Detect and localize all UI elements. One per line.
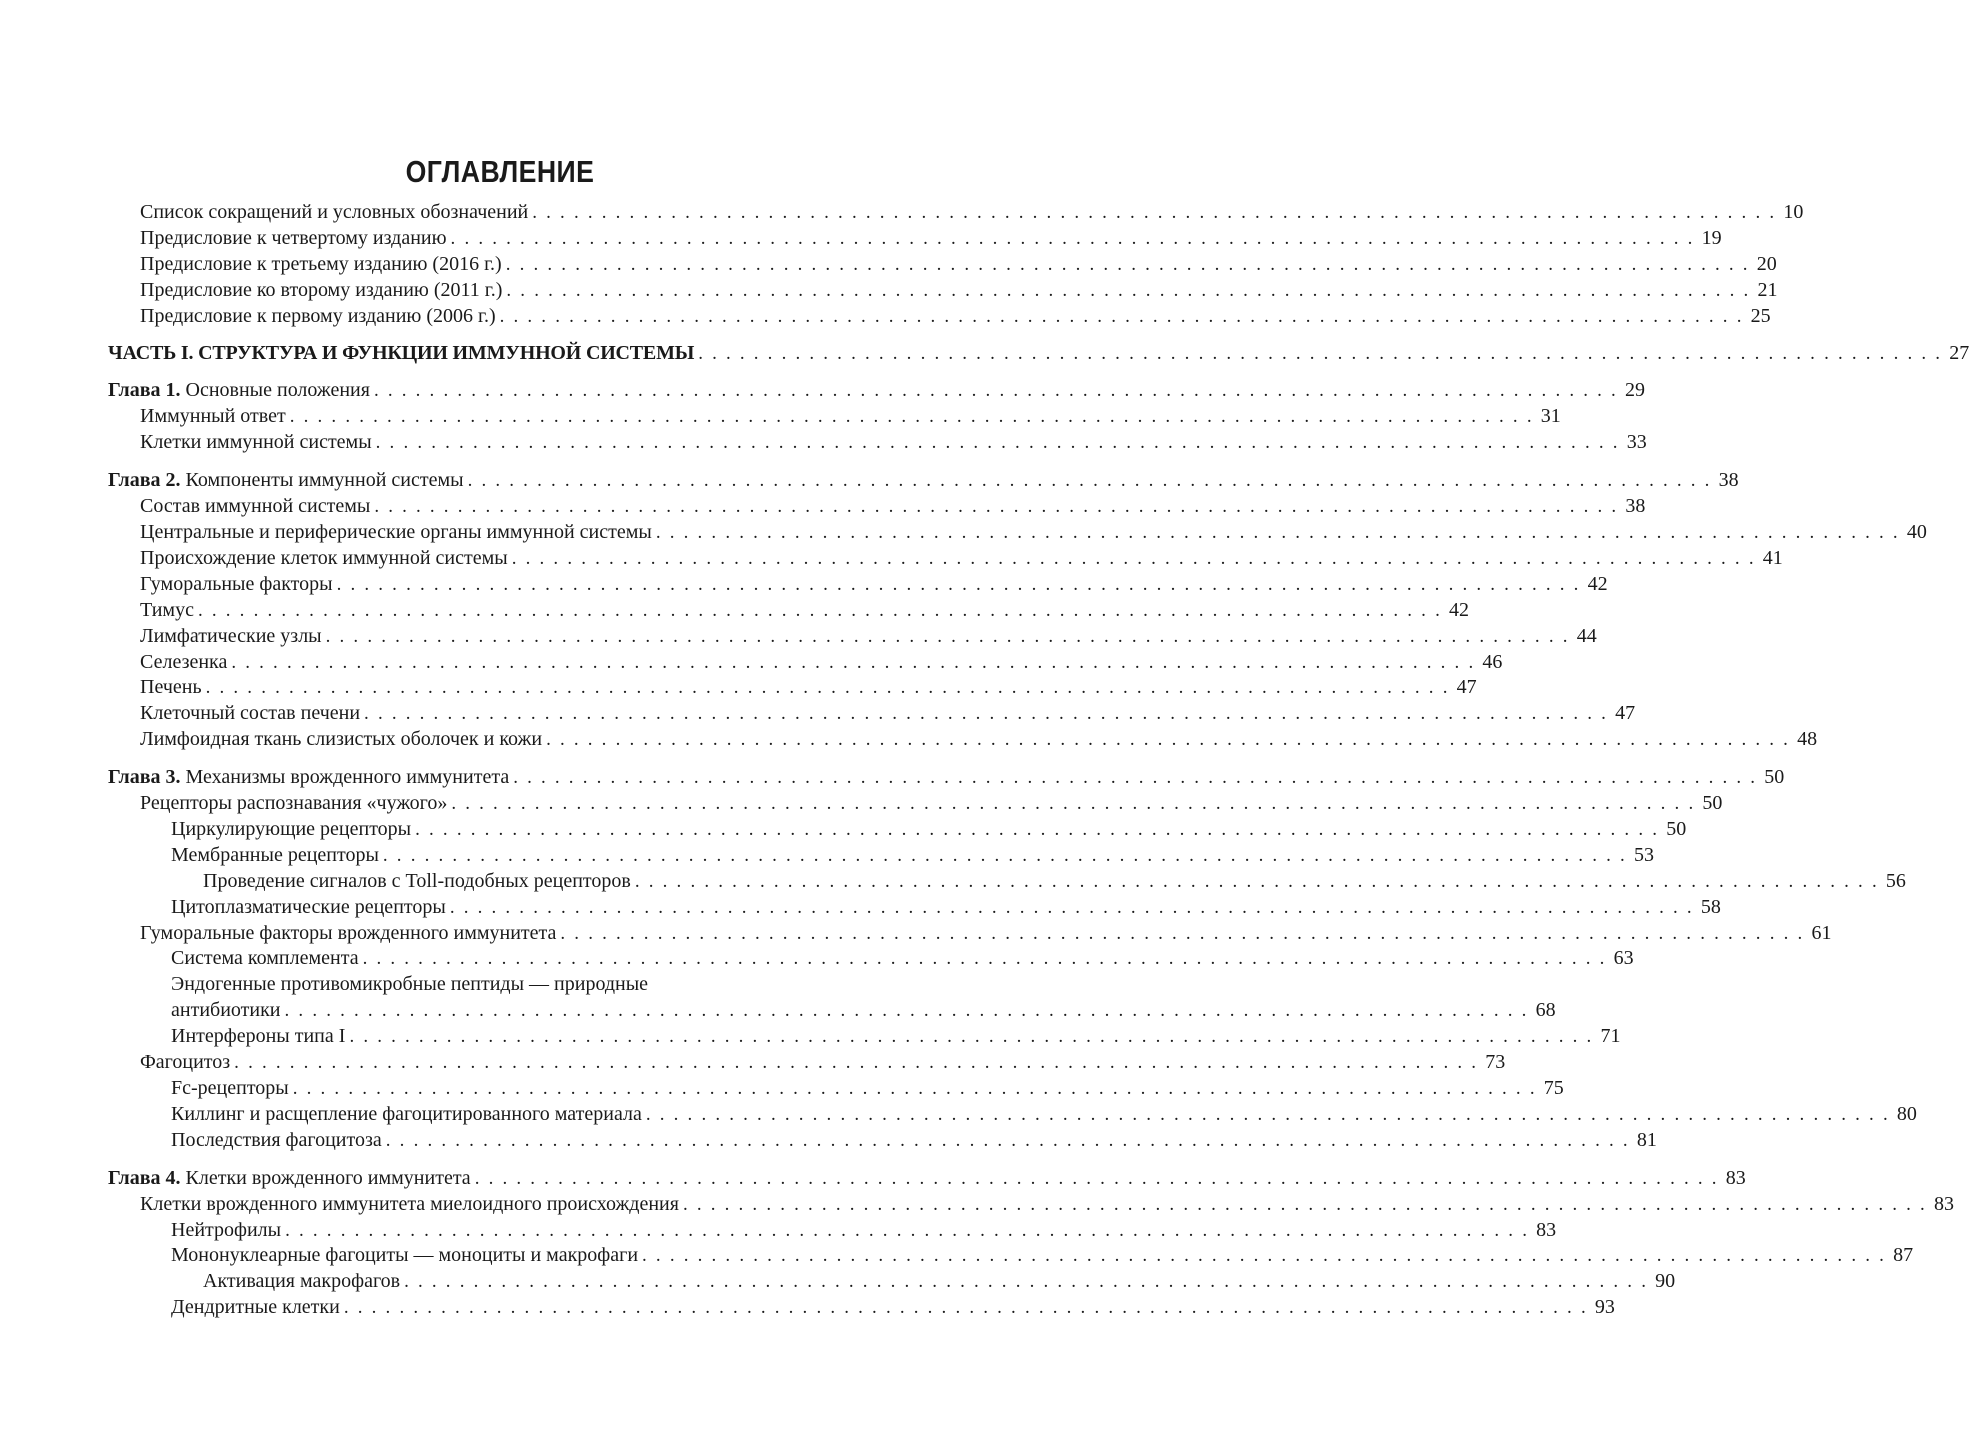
toc-entry-text: Предисловие к первому изданию (2006 г.) bbox=[140, 304, 496, 327]
toc-page-number: 25 bbox=[1750, 304, 1771, 327]
toc-page-number: 40 bbox=[1906, 520, 1927, 543]
dot-leader: . . . . . . . . . . . . . . . . . . . . . . . . . . . . . . . . . . . . . . . . . . . . . . . . . . . . . . . . . . . . . . . . . . . . . . . . . . . . . . . . . . . . . . . . . . bbox=[450, 227, 1695, 249]
dot-leader: . . . . . . . . . . . . . . . . . . . . . . . . . . . . . . . . . . . . . . . . . . . . . . . . . . . . . . . . . . . . . . . . . . . . . . . . . . . . . . . . . . . . . . . . . . bbox=[292, 1078, 1537, 1099]
toc-page-number: 50 bbox=[1702, 792, 1723, 815]
dot-leader: . . . . . . . . . . . . . . . . . . . . . . . . . . . . . . . . . . . . . . . . . . . . . . . . . . . . . . . . . . . . . . . . . . . . . . . . . . . . . . . . . . . . . . . . . . bbox=[474, 1167, 1719, 1189]
toc-entry-text: Иммунный ответ bbox=[140, 405, 286, 428]
toc-page-number: 56 bbox=[1885, 869, 1906, 892]
toc-entry[interactable] bbox=[108, 494, 1646, 520]
toc-page-number: 53 bbox=[1633, 843, 1654, 866]
toc-entry[interactable] bbox=[108, 200, 1804, 226]
toc-entry[interactable] bbox=[108, 1269, 1676, 1295]
toc-page-number: 47 bbox=[1456, 676, 1477, 699]
toc-entry-text: Лимфатические узлы bbox=[140, 624, 322, 647]
toc-entry-text: антибиотики bbox=[171, 999, 281, 1022]
chapter-title: Основные положения bbox=[185, 379, 370, 402]
dot-leader: . . . . . . . . . . . . . . . . . . . . . . . . . . . . . . . . . . . . . . . . . . . . . . . . . . . . . . . . . . . . . . . . . . . . . . . . . . . . . . . . . . . . . . . . . . bbox=[385, 1129, 1630, 1151]
toc-entry[interactable] bbox=[108, 624, 1597, 650]
dot-leader: . . . . . . . . . . . . . . . . . . . . . . . . . . . . . . . . . . . . . . . . . . . . . . . . . . . . . . . . . . . . . . . . . . . . . . . . . . . . . . . . . . . . . . . . . . bbox=[698, 342, 1943, 364]
toc-entry-text: Фагоцитоз bbox=[140, 1051, 231, 1074]
toc-entry[interactable] bbox=[108, 572, 1608, 598]
toc-entry-text: Клетки врожденного иммунитета миелоидного происхождения bbox=[140, 1192, 679, 1215]
toc-page-number: 73 bbox=[1485, 1051, 1506, 1074]
toc-page-number: 81 bbox=[1636, 1128, 1657, 1151]
toc-chapter-heading bbox=[108, 765, 509, 791]
toc-chapter-heading bbox=[108, 378, 370, 404]
toc-page-number: 42 bbox=[1587, 572, 1608, 595]
toc-page-number: 41 bbox=[1762, 546, 1783, 569]
toc-entry-text: Клеточный состав печени bbox=[140, 702, 361, 725]
dot-leader: . . . . . . . . . . . . . . . . . . . . . . . . . . . . . . . . . . . . . . . . . . . . . . . . . . . . . . . . . . . . . . . . . . . . . . . . . . . . . . . . . . . . . . . . . . bbox=[645, 1103, 1890, 1125]
toc-entry-text: Эндогенные противомикробные пептиды — природные bbox=[171, 973, 649, 996]
dot-leader: . . . . . . . . . . . . . . . . . . . . . . . . . . . . . . . . . . . . . . . . . . . . . . . . . . . . . . . . . . . . . . . . . . . . . . . . . . . . . . . . . . . . . . . . . . bbox=[375, 432, 1620, 454]
dot-leader: . . . . . . . . . . . . . . . . . . . . . . . . . . . . . . . . . . . . . . . . . . . . . . . . . . . . . . . . . . . . . . . . . . . . . . . . . . . . . . . . . . . . . . . . . . bbox=[511, 547, 1756, 569]
toc-entry[interactable] bbox=[108, 998, 1556, 1024]
dot-leader: . . . . . . . . . . . . . . . . . . . . . . . . . . . . . . . . . . . . . . . . . . . . . . . . . . . . . . . . . . . . . . . . . . . . . . . . . . . . . . . . . . . . . . . . . . bbox=[467, 470, 1712, 492]
toc-page-number: 83 bbox=[1934, 1192, 1954, 1215]
chapter-label: Глава 3. bbox=[108, 766, 181, 789]
toc-page-number: 33 bbox=[1626, 431, 1647, 454]
dot-leader: . . . . . . . . . . . . . . . . . . . . . . . . . . . . . . . . . . . . . . . . . . . . . . . . . . . . . . . . . . . . . . . . . . . . . . . . . . . . . . . . . . . . . . . . . . bbox=[362, 948, 1607, 970]
toc-entry-text: Последствия фагоцитоза bbox=[171, 1128, 382, 1151]
toc-entry[interactable] bbox=[108, 675, 1477, 701]
dot-leader: . . . . . . . . . . . . . . . . . . . . . . . . . . . . . . . . . . . . . . . . . . . . . . . . . . . . . . . . . . . . . . . . . . . . . . . . . . . . . . . . . . . . . . . . . . bbox=[197, 599, 1443, 621]
toc-entry[interactable] bbox=[108, 304, 1771, 330]
toc-entry-text: Гуморальные факторы bbox=[140, 572, 333, 595]
dot-leader: . . . . . . . . . . . . . . . . . . . . . . . . . . . . . . . . . . . . . . . . . . . . . . . . . . . . . . . . . . . . . . . . . . . . . . . . . . . . . . . . . . . . . . . . . . bbox=[513, 767, 1758, 789]
toc-entry-text: Мембранные рецепторы bbox=[171, 843, 379, 866]
toc-page-number: 38 bbox=[1625, 495, 1646, 518]
toc-entry[interactable] bbox=[108, 1218, 1557, 1244]
dot-leader: . . . . . . . . . . . . . . . . . . . . . . . . . . . . . . . . . . . . . . . . . . . . . . . . . . . . . . . . . . . . . . . . . . . . . . . . . . . . . . . . . . . . . . . . . . bbox=[374, 496, 1619, 518]
toc-chapter-heading bbox=[108, 468, 464, 494]
dot-leader: . . . . . . . . . . . . . . . . . . . . . . . . . . . . . . . . . . . . . . . . . . . . . . . . . . . . . . . . . . . . . . . . . . . . . . . . . . . . . . . . . . . . . . . . . . bbox=[284, 1000, 1529, 1022]
table-of-contents bbox=[108, 200, 1969, 1321]
toc-entry[interactable] bbox=[108, 1102, 1917, 1128]
toc-page-number: 93 bbox=[1594, 1296, 1615, 1319]
toc-page-number: 68 bbox=[1535, 999, 1556, 1022]
toc-page-number: 83 bbox=[1536, 1218, 1557, 1241]
toc-page-number: 10 bbox=[1783, 201, 1804, 223]
dot-leader: . . . . . . . . . . . . . . . . . . . . . . . . . . . . . . . . . . . . . . . . . . . . . . . . . . . . . . . . . . . . . . . . . . . . . . . . . . . . . . . . . . . . . . . . . . bbox=[234, 1052, 1479, 1074]
toc-page-number: 63 bbox=[1613, 947, 1634, 970]
toc-entry[interactable] bbox=[108, 650, 1503, 676]
toc-page-number: 20 bbox=[1756, 252, 1777, 275]
toc-entry-text: Печень bbox=[140, 676, 202, 699]
toc-entry-text: Интерфероны типа I bbox=[171, 1025, 346, 1048]
toc-entry[interactable] bbox=[108, 278, 1778, 304]
toc-chapter[interactable] bbox=[108, 468, 1739, 494]
toc-entry-text: Дендритные клетки bbox=[171, 1296, 340, 1319]
toc-entry[interactable] bbox=[108, 791, 1723, 817]
toc-entry-text: Нейтрофилы bbox=[171, 1218, 282, 1241]
toc-entry-text: Мононуклеарные фагоциты — моноциты и макрофаги bbox=[171, 1244, 639, 1267]
toc-page-number: 75 bbox=[1543, 1077, 1564, 1099]
dot-leader: . . . . . . . . . . . . . . . . . . . . . . . . . . . . . . . . . . . . . . . . . . . . . . . . . . . . . . . . . . . . . . . . . . . . . . . . . . . . . . . . . . . . . . . . . . bbox=[449, 896, 1694, 918]
toc-entry[interactable] bbox=[108, 520, 1927, 546]
toc-entry[interactable] bbox=[108, 546, 1783, 572]
toc-page-number: 47 bbox=[1615, 702, 1636, 725]
toc-entry-text: Клетки иммунной системы bbox=[140, 431, 372, 454]
toc-chapter[interactable] bbox=[108, 378, 1646, 404]
toc-entry-text: Рецепторы распознавания «чужого» bbox=[140, 792, 448, 815]
toc-page-number: 90 bbox=[1655, 1270, 1676, 1293]
toc-entry-text: Активация макрофагов bbox=[203, 1270, 401, 1293]
toc-entry[interactable] bbox=[108, 869, 1906, 895]
toc-entry-text: Лимфоидная ткань слизистых оболочек и кожи bbox=[140, 728, 543, 751]
toc-page-number: 80 bbox=[1896, 1102, 1917, 1125]
dot-leader: . . . . . . . . . . . . . . . . . . . . . . . . . . . . . . . . . . . . . . . . . . . . . . . . . . . . . . . . . . . . . . . . . . . . . . . . . . . . . . . . . . . . . . . . . . bbox=[451, 793, 1696, 815]
toc-entry-text: Система комплемента bbox=[171, 947, 359, 970]
toc-page-number: 61 bbox=[1811, 921, 1832, 944]
toc-page-number: 58 bbox=[1700, 895, 1721, 918]
toc-chapter[interactable] bbox=[108, 1166, 1746, 1192]
toc-entry[interactable] bbox=[108, 843, 1654, 869]
toc-page-number: 87 bbox=[1893, 1244, 1914, 1267]
toc-entry[interactable] bbox=[108, 1050, 1506, 1076]
toc-entry-text: Киллинг и расщепление фагоцитированного материала bbox=[171, 1102, 642, 1125]
toc-page-number: 27 bbox=[1949, 341, 1969, 364]
toc-page-number: 19 bbox=[1701, 226, 1722, 249]
toc-page-number: 44 bbox=[1576, 624, 1597, 647]
toc-page-number: 50 bbox=[1764, 766, 1785, 789]
toc-entry[interactable] bbox=[108, 921, 1832, 947]
toc-entry-text: Предисловие к третьему изданию (2016 г.) bbox=[140, 252, 502, 275]
toc-page-number: 42 bbox=[1449, 598, 1470, 621]
dot-leader: . . . . . . . . . . . . . . . . . . . . . . . . . . . . . . . . . . . . . . . . . . . . . . . . . . . . . . . . . . . . . . . . . . . . . . . . . . . . . . . . . . . . . . . . . . bbox=[325, 625, 1570, 647]
toc-entry-text: Предисловие к четвертому изданию bbox=[140, 226, 447, 249]
dot-leader: . . . . . . . . . . . . . . . . . . . . . . . . . . . . . . . . . . . . . . . . . . . . . . . . . . . . . . . . . . . . . . . . . . . . . . . . . . . . . . . . . . . . . . . . . . bbox=[499, 305, 1744, 327]
toc-entry-text: Цитоплазматические рецепторы bbox=[171, 895, 446, 918]
toc-entry-text: Проведение сигналов с Toll-подобных рецепторов bbox=[203, 869, 631, 892]
toc-entry[interactable] bbox=[108, 1295, 1615, 1321]
toc-entry[interactable] bbox=[108, 252, 1777, 278]
toc-entry-text: Центральные и периферические органы иммунной системы bbox=[140, 520, 652, 543]
dot-leader: . . . . . . . . . . . . . . . . . . . . . . . . . . . . . . . . . . . . . . . . . . . . . . . . . . . . . . . . . . . . . . . . . . . . . . . . . . . . . . . . . . . . . . . . . . bbox=[231, 651, 1476, 673]
toc-page-number: 21 bbox=[1757, 278, 1778, 301]
toc-entry[interactable] bbox=[108, 1243, 1914, 1269]
toc-page-number: 50 bbox=[1666, 817, 1687, 840]
page-title: ОГЛАВЛЕНИЕ bbox=[405, 154, 595, 189]
dot-leader: . . . . . . . . . . . . . . . . . . . . . . . . . . . . . . . . . . . . . . . . . . . . . . . . . . . . . . . . . . . . . . . . . . . . . . . . . . . . . . . . . . . . . . . . . . bbox=[506, 279, 1751, 301]
toc-entry[interactable] bbox=[108, 1128, 1657, 1154]
toc-entry[interactable] bbox=[108, 404, 1561, 430]
toc-page-number: 46 bbox=[1482, 650, 1503, 673]
toc-chapter[interactable] bbox=[108, 765, 1785, 791]
dot-leader: . . . . . . . . . . . . . . . . . . . . . . . . . . . . . . . . . . . . . . . . . . . . . . . . . . . . . . . . . . . . . . . . . . . . . . . . . . . . . . . . . . . . . . . . . . bbox=[373, 380, 1619, 402]
toc-page-number: 83 bbox=[1725, 1166, 1746, 1189]
dot-leader: . . . . . . . . . . . . . . . . . . . . . . . . . . . . . . . . . . . . . . . . . . . . . . . . . . . . . . . . . . . . . . . . . . . . . . . . . . . . . . . . . . . . . . . . . . bbox=[634, 870, 1879, 892]
toc-entry[interactable] bbox=[108, 727, 1818, 753]
chapter-label: Глава 4. bbox=[108, 1166, 181, 1189]
chapter-title: Компоненты иммунной системы bbox=[185, 469, 464, 492]
chapter-label: Глава 2. bbox=[108, 469, 181, 492]
toc-entry[interactable] bbox=[108, 598, 1470, 624]
toc-entry[interactable] bbox=[108, 1024, 1621, 1050]
dot-leader: . . . . . . . . . . . . . . . . . . . . . . . . . . . . . . . . . . . . . . . . . . . . . . . . . . . . . . . . . . . . . . . . . . . . . . . . . . . . . . . . . . . . . . . . . . bbox=[382, 844, 1627, 866]
toc-entry[interactable] bbox=[108, 946, 1634, 972]
toc-entry-text: Гуморальные факторы врожденного иммунитета bbox=[140, 921, 557, 944]
toc-part-heading[interactable] bbox=[108, 341, 1969, 367]
toc-entry[interactable] bbox=[108, 1192, 1954, 1218]
dot-leader: . . . . . . . . . . . . . . . . . . . . . . . . . . . . . . . . . . . . . . . . . . . . . . . . . . . . . . . . . . . . . . . . . . . . . . . . . . . . . . . . . . . . . . . . . . bbox=[505, 253, 1750, 275]
toc-entry-text: Циркулирующие рецепторы bbox=[171, 817, 412, 840]
toc-entry[interactable] bbox=[108, 226, 1722, 252]
toc-entry-text: Список сокращений и условных обозначений bbox=[140, 201, 529, 223]
toc-entry[interactable] bbox=[108, 701, 1636, 727]
dot-leader: . . . . . . . . . . . . . . . . . . . . . . . . . . . . . . . . . . . . . . . . . . . . . . . . . . . . . . . . . . . . . . . . . . . . . . . . . . . . . . . . . . . . . . . . . . bbox=[560, 922, 1805, 944]
toc-entry-text: Происхождение клеток иммунной системы bbox=[140, 546, 508, 569]
toc-entry-text: Предисловие ко второму изданию (2011 г.) bbox=[140, 278, 503, 301]
chapter-title: Клетки врожденного иммунитета bbox=[185, 1166, 471, 1189]
dot-leader: . . . . . . . . . . . . . . . . . . . . . . . . . . . . . . . . . . . . . . . . . . . . . . . . . . . . . . . . . . . . . . . . . . . . . . . . . . . . . . . . . . . . . . . . . . bbox=[364, 703, 1609, 725]
dot-leader: . . . . . . . . . . . . . . . . . . . . . . . . . . . . . . . . . . . . . . . . . . . . . . . . . . . . . . . . . . . . . . . . . . . . . . . . . . . . . . . . . . . . . . . . . . bbox=[415, 818, 1660, 840]
toc-entry[interactable] bbox=[108, 1076, 1564, 1102]
dot-leader: . . . . . . . . . . . . . . . . . . . . . . . . . . . . . . . . . . . . . . . . . . . . . . . . . . . . . . . . . . . . . . . . . . . . . . . . . . . . . . . . . . . . . . . . . . bbox=[336, 573, 1581, 595]
toc-page-number: 38 bbox=[1718, 469, 1739, 492]
toc-page-number: 48 bbox=[1797, 728, 1818, 751]
toc-page-number: 71 bbox=[1600, 1025, 1621, 1048]
toc-entry-text: Селезенка bbox=[140, 650, 228, 673]
dot-leader: . . . . . . . . . . . . . . . . . . . . . . . . . . . . . . . . . . . . . . . . . . . . . . . . . . . . . . . . . . . . . . . . . . . . . . . . . . . . . . . . . . . . . . . . . . bbox=[642, 1245, 1887, 1267]
toc-page-number: 29 bbox=[1625, 379, 1646, 402]
toc-page-number: 31 bbox=[1540, 405, 1561, 428]
toc-entry-line[interactable] bbox=[108, 972, 868, 998]
dot-leader: . . . . . . . . . . . . . . . . . . . . . . . . . . . . . . . . . . . . . . . . . . . . . . . . . . . . . . . . . . . . . . . . . . . . . . . . . . . . . . . . . . . . . . . . . . bbox=[205, 677, 1450, 699]
chapter-title: Механизмы врожденного иммунитета bbox=[185, 766, 510, 789]
toc-entry-text: ЧАСТЬ I. СТРУКТУРА И ФУНКЦИИ ИММУННОЙ СИСТЕМЫ bbox=[108, 341, 695, 364]
dot-leader: . . . . . . . . . . . . . . . . . . . . . . . . . . . . . . . . . . . . . . . . . . . . . . . . . . . . . . . . . . . . . . . . . . . . . . . . . . . . . . . . . . . . . . . . . . bbox=[682, 1193, 1927, 1215]
dot-leader: . . . . . . . . . . . . . . . . . . . . . . . . . . . . . . . . . . . . . . . . . . . . . . . . . . . . . . . . . . . . . . . . . . . . . . . . . . . . . . . . . . . . . . . . . . bbox=[404, 1271, 1649, 1293]
toc-entry-text: Тимус bbox=[140, 598, 194, 621]
dot-leader: . . . . . . . . . . . . . . . . . . . . . . . . . . . . . . . . . . . . . . . . . . . . . . . . . . . . . . . . . . . . . . . . . . . . . . . . . . . . . . . . . . . . . . . . . . bbox=[546, 729, 1791, 751]
chapter-label: Глава 1. bbox=[108, 379, 181, 402]
toc-entry[interactable] bbox=[108, 895, 1721, 921]
toc-entry[interactable] bbox=[108, 430, 1647, 456]
dot-leader: . . . . . . . . . . . . . . . . . . . . . . . . . . . . . . . . . . . . . . . . . . . . . . . . . . . . . . . . . . . . . . . . . . . . . . . . . . . . . . . . . . . . . . . . . . bbox=[285, 1219, 1530, 1241]
dot-leader: . . . . . . . . . . . . . . . . . . . . . . . . . . . . . . . . . . . . . . . . . . . . . . . . . . . . . . . . . . . . . . . . . . . . . . . . . . . . . . . . . . . . . . . . . . bbox=[343, 1297, 1588, 1319]
toc-entry-text: Состав иммунной системы bbox=[140, 495, 371, 518]
toc-entry-text: Fc-рецепторы bbox=[171, 1077, 289, 1099]
dot-leader: . . . . . . . . . . . . . . . . . . . . . . . . . . . . . . . . . . . . . . . . . . . . . . . . . . . . . . . . . . . . . . . . . . . . . . . . . . . . . . . . . . . . . . . . . . bbox=[289, 406, 1534, 428]
toc-chapter-heading bbox=[108, 1166, 471, 1192]
dot-leader: . . . . . . . . . . . . . . . . . . . . . . . . . . . . . . . . . . . . . . . . . . . . . . . . . . . . . . . . . . . . . . . . . . . . . . . . . . . . . . . . . . . . . . . . . . bbox=[655, 521, 1900, 543]
dot-leader: . . . . . . . . . . . . . . . . . . . . . . . . . . . . . . . . . . . . . . . . . . . . . . . . . . . . . . . . . . . . . . . . . . . . . . . . . . . . . . . . . . . . . . . . . . bbox=[532, 202, 1777, 223]
dot-leader: . . . . . . . . . . . . . . . . . . . . . . . . . . . . . . . . . . . . . . . . . . . . . . . . . . . . . . . . . . . . . . . . . . . . . . . . . . . . . . . . . . . . . . . . . . bbox=[349, 1026, 1594, 1048]
toc-entry[interactable] bbox=[108, 817, 1687, 843]
